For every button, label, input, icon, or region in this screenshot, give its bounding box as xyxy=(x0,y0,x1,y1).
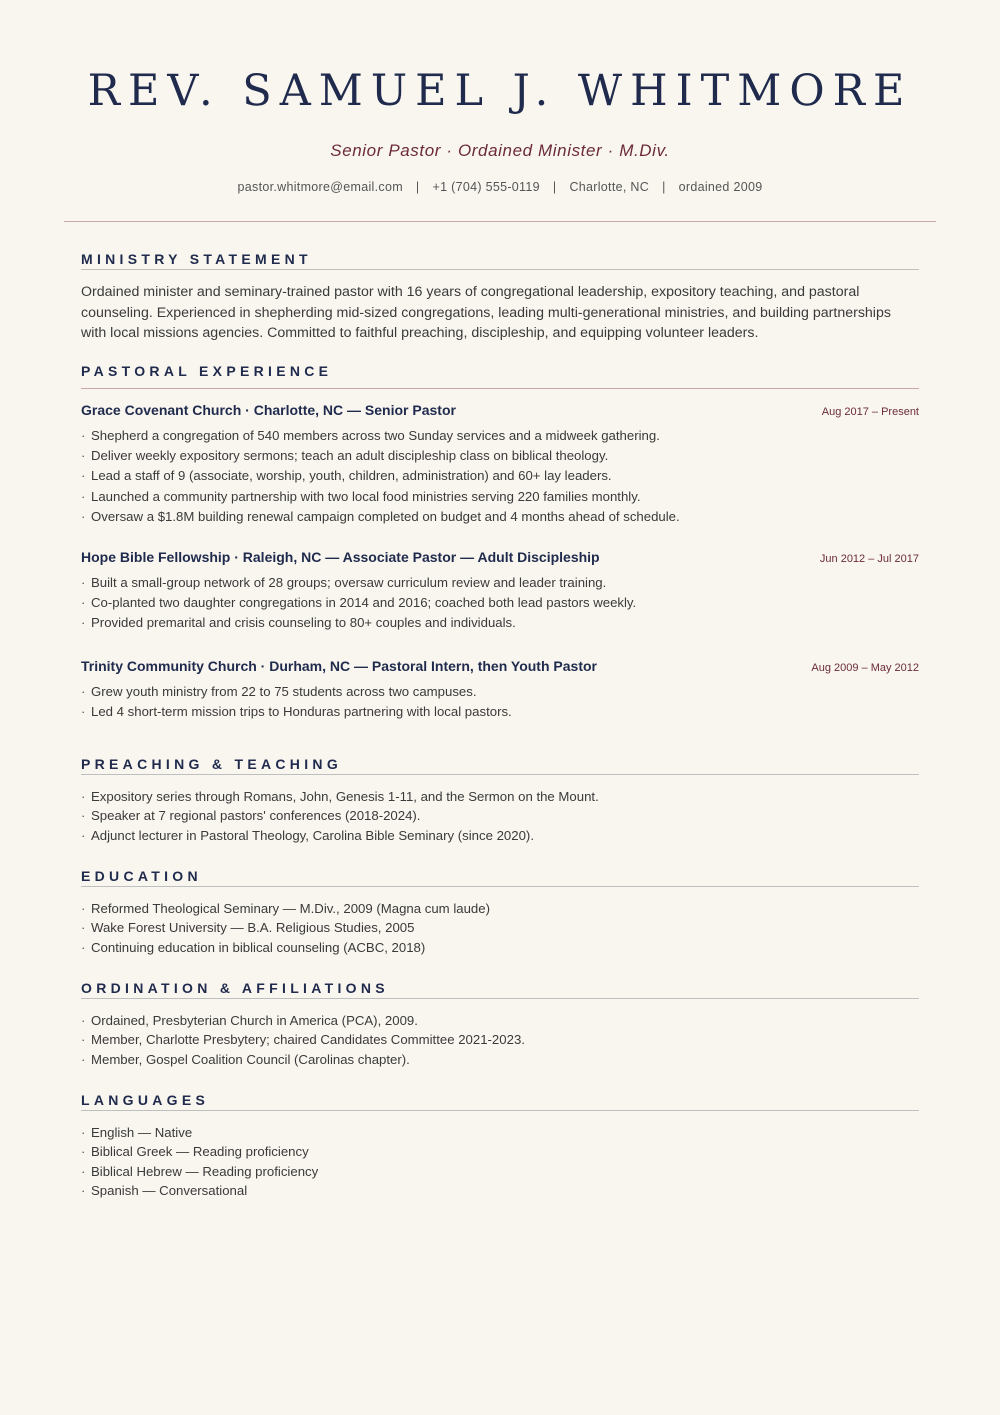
contact-email: pastor.whitmore@email.com xyxy=(237,180,403,194)
job-entry xyxy=(81,402,919,527)
job-title: Hope Bible Fellowship · Raleigh, NC — Associate Pastor — Adult Discipleship xyxy=(81,549,600,565)
job-title: Trinity Community Church · Durham, NC — Pastoral Intern, then Youth Pastor xyxy=(81,658,597,674)
experience-section xyxy=(81,363,919,389)
list-item: · English — Native xyxy=(81,1123,919,1142)
ministry-statement-text: Ordained minister and seminary-trained pastor with 16 years of congregational leadership, expository teaching, and pastoral counseling. Experienced in shepherding mid-sized congregations, leading multi-generational ministries, and building partnerships with local missions agencies. Committed to faithful preaching, discipleship, and equipping volunteer leaders. xyxy=(81,284,891,341)
contact-phone: +1 (704) 555-0119 xyxy=(432,180,540,194)
contact-location: Charlotte, NC xyxy=(569,180,650,194)
contact-line xyxy=(0,180,1000,194)
list-item: · Continuing education in biblical counseling (ACBC, 2018) xyxy=(81,938,919,957)
ordination-section xyxy=(81,980,919,1069)
ministry-statement-section xyxy=(81,251,919,344)
list-item: · Spanish — Conversational xyxy=(81,1181,919,1200)
list-item: · Member, Charlotte Presbytery; chaired Candidates Committee 2021-2023. xyxy=(81,1030,919,1049)
job-entry xyxy=(81,658,919,722)
list-item: · Ordained, Presbyterian Church in America (PCA), 2009. xyxy=(81,1011,919,1030)
education-list xyxy=(81,899,919,957)
experience-heading: PASTORAL EXPERIENCE xyxy=(81,363,919,389)
preaching-section xyxy=(81,756,919,845)
job-dates: Aug 2017 – Present xyxy=(821,406,919,418)
ministry-statement-heading: MINISTRY STATEMENT xyxy=(81,251,919,270)
job-entry xyxy=(81,549,919,634)
job-dates: Jun 2012 – Jul 2017 xyxy=(819,553,919,565)
contact-separator: | xyxy=(662,180,666,194)
list-item: · Biblical Hebrew — Reading proficiency xyxy=(81,1162,919,1181)
job-title: Grace Covenant Church · Charlotte, NC — Senior Pastor xyxy=(81,402,456,418)
job-bullets xyxy=(81,682,919,722)
candidate-name: REV. SAMUEL J. WHITMORE xyxy=(87,66,913,116)
header-divider xyxy=(64,221,936,222)
list-item: · Reformed Theological Seminary — M.Div., 2009 (Magna cum laude) xyxy=(81,899,919,918)
list-item: · Launched a community partnership with two local food ministries serving 220 families monthly. xyxy=(81,487,919,507)
languages-section xyxy=(81,1092,919,1200)
list-item: · Co-planted two daughter congregations in 2014 and 2016; coached both lead pastors weekly. xyxy=(81,593,919,613)
education-heading: EDUCATION xyxy=(81,868,919,887)
list-item: · Provided premarital and crisis counseling to 80+ couples and individuals. xyxy=(81,613,919,633)
ordination-list xyxy=(81,1011,919,1069)
list-item: · Member, Gospel Coalition Council (Carolinas chapter). xyxy=(81,1050,919,1069)
list-item: · Shepherd a congregation of 540 members across two Sunday services and a midweek gathering. xyxy=(81,426,919,446)
preaching-heading: PREACHING & TEACHING xyxy=(81,756,919,775)
list-item: · Biblical Greek — Reading proficiency xyxy=(81,1142,919,1161)
list-item: · Grew youth ministry from 22 to 75 students across two campuses. xyxy=(81,682,919,702)
list-item: · Deliver weekly expository sermons; teach an adult discipleship class on biblical theology. xyxy=(81,446,919,466)
list-item: · Expository series through Romans, John, Genesis 1-11, and the Sermon on the Mount. xyxy=(81,787,919,806)
list-item: · Lead a staff of 9 (associate, worship, youth, children, administration) and 60+ lay leaders. xyxy=(81,466,919,486)
contact-separator: | xyxy=(552,180,557,194)
education-section xyxy=(81,868,919,957)
job-bullets xyxy=(81,573,919,634)
job-bullets xyxy=(81,426,919,527)
preaching-list xyxy=(81,787,919,845)
ordination-heading: ORDINATION & AFFILIATIONS xyxy=(81,980,919,999)
list-item: · Oversaw a $1.8M building renewal campaign completed on budget and 4 months ahead of schedule. xyxy=(81,507,919,527)
languages-list xyxy=(81,1123,919,1200)
contact-ordained: ordained 2009 xyxy=(678,180,763,194)
languages-heading: LANGUAGES xyxy=(81,1092,919,1111)
list-item: · Built a small-group network of 28 groups; oversaw curriculum review and leader training. xyxy=(81,573,919,593)
list-item: · Wake Forest University — B.A. Religious Studies, 2005 xyxy=(81,918,919,937)
list-item: · Adjunct lecturer in Pastoral Theology, Carolina Bible Seminary (since 2020). xyxy=(81,826,919,845)
candidate-subtitle: Senior Pastor · Ordained Minister · M.Div. xyxy=(330,141,670,160)
list-item: · Speaker at 7 regional pastors' conferences (2018-2024). xyxy=(81,806,919,825)
job-dates: Aug 2009 – May 2012 xyxy=(811,662,919,674)
list-item: · Led 4 short-term mission trips to Honduras partnering with local pastors. xyxy=(81,702,919,722)
contact-separator: | xyxy=(415,180,420,194)
